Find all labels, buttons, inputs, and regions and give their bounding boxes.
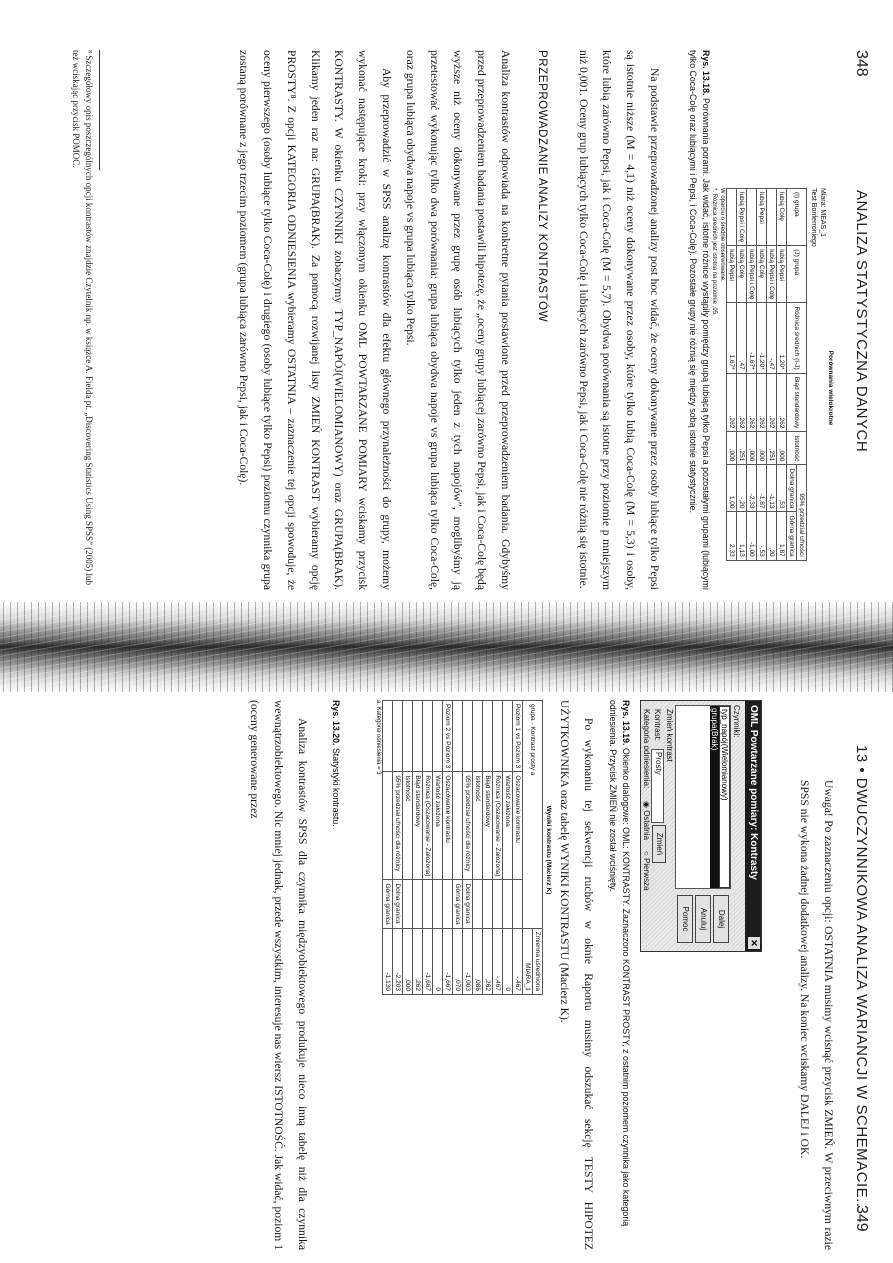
- table-cell: lubią Pepsi i Colę: [767, 246, 777, 303]
- table-cell: [483, 880, 493, 928]
- table-cell: [383, 701, 393, 772]
- table-row: [413, 701, 423, 995]
- table-cell: -,467: [493, 928, 503, 994]
- right-body-2: [243, 700, 314, 1250]
- table-cell: 2,33: [727, 512, 737, 560]
- table-cell: [453, 701, 463, 772]
- table-cell: [423, 701, 433, 772]
- table-cell: [433, 880, 443, 928]
- table-row: [503, 701, 513, 995]
- table-cell: [413, 701, 423, 772]
- table-cell: -,467: [513, 928, 523, 994]
- table-cell: -1,67*: [747, 303, 757, 373]
- table-cell: Oszacowanie kontrastu: [443, 772, 453, 880]
- left-body: [231, 50, 666, 590]
- table-cell: lubią Pepsi i Colę: [747, 246, 757, 303]
- table-cell: [483, 701, 493, 772]
- table-cell: [767, 189, 777, 246]
- table-cell: ,070: [453, 928, 463, 994]
- table-cell: [433, 701, 443, 772]
- table-cell: lubią Pepsi: [727, 246, 737, 303]
- left-page-number: 348: [853, 50, 870, 77]
- radio-last[interactable]: ◉ Ostatnia: [642, 801, 651, 840]
- table-1320: [374, 700, 552, 1000]
- factor-item[interactable]: typ_napój(Wielomianowy): [719, 706, 730, 888]
- table-1320-grid: [382, 700, 543, 995]
- table-1318-note-2: *. Różnica średnich jest istotna na poziomie ,05.: [711, 188, 717, 316]
- table-cell: [443, 880, 453, 928]
- table-cell: [383, 772, 393, 880]
- paragraph: Na podstawie przeprowadzonej analizy post hoc widać, że oceny dokonywane przez osoby lubiące tylko Pepsi są istotnie niższe (M = 4,1) niż oceny dokonywane przez osoby, które tylko lubią Coca-Colę (M = 5,3) i osoby, które lubią zarówno Pepsi, jak i Coca-Colę (M = 5,7). Obydwa porównania są istotne przy poziomie p mniejszym niż 0,001. Oceny grup lubiących tylko Coca-Colę i lubiących zarówno Pepsi, jak i Coca-Colę nie różnią się istotnie.: [576, 50, 661, 590]
- table-row: [737, 189, 747, 561]
- table-cell: [393, 701, 403, 772]
- paragraph: Aby przeprowadzić w SPSS analizę kontrastów dla efektu głównego przynależności do grupy, możemy wykonać następujące kroki: przy włączonym okienku OML POWTARZANE POMIARY wciskamy przycisk KONTRASTY. W okienku CZYNNIKI zobaczymy TYP_NAPÓJ(WIELOMIANOWY) oraz GRUPA(BRAK). Klikamy jeden raz na: GRUPA(BRAK). Za pomocą rozwijanej listy ZMIEŃ KONTRAST wybieramy opcję PROSTY⁸. Z opcji KATEGORIA ODNIESIENIA wybieramy OSTATNIA – zaznaczenie tej opcji spowoduje, że oceny pierwszego (osoby lubiące tylko Coca-Colę) i drugiego (osoby lubiące tylko Pepsi) poziomu czynnika grupa zostaną porównane z jego trzecim poziomem (grupa lubiąca zarówno Pepsi, jak i Coca-Colę).: [237, 50, 394, 590]
- table-cell: ,251: [737, 432, 747, 465]
- radio-last-label: Ostatnia: [642, 810, 651, 840]
- contrast-label: Kontrast:: [653, 709, 662, 742]
- table-header-cell: (J) grupa: [787, 246, 807, 303]
- table-cell: ,000: [747, 432, 757, 465]
- footnote-block: [69, 50, 100, 590]
- table-header-cell: (I) grupa: [787, 189, 807, 246]
- dialog-titlebar: [745, 701, 761, 951]
- table-cell: [503, 880, 513, 928]
- table-cell: ,000: [777, 432, 787, 465]
- table-cell: ,262: [777, 373, 787, 432]
- table-row: [767, 189, 777, 561]
- caption-1319-text: Okienko dialogowe: OML: KONTRASTY. Zaznaczono KONTRAST PROSTY, z ostatnim poziomem czynnika jako kategorią odniesienia. Przycisk ZMIEŃ nie został wciśnięty.: [608, 700, 631, 1227]
- table-header-cell: Istotność: [787, 432, 807, 465]
- table-cell: Dolna granica: [463, 880, 473, 928]
- table-cell: lubią Colę: [757, 246, 767, 303]
- table-cell: Istotność: [403, 772, 413, 880]
- section-heading: PRZEPROWADZANIE ANALIZY KONTRASTÓW: [535, 50, 548, 323]
- table-cell: ,000: [727, 432, 737, 465]
- caption-1318-label: Rys. 13.18.: [701, 50, 711, 96]
- table-header-cell: Błąd standardowy: [787, 373, 807, 432]
- table-cell: Górna granica: [453, 880, 463, 928]
- table-cell: [493, 701, 503, 772]
- table-cell: -,47: [767, 303, 777, 373]
- table-cell: [403, 701, 413, 772]
- dialog-title: OML Powtarzane pomiary: Kontrasty: [748, 705, 759, 880]
- table-cell: [453, 772, 463, 880]
- table-cell: lubią Pepsi i Colę: [737, 189, 747, 246]
- table-cell: Poziom 2 vs Poziom 3: [443, 701, 453, 772]
- table-cell: Błąd standardowy: [483, 772, 493, 880]
- table-cell: [493, 880, 503, 928]
- table-cell: ,000: [403, 928, 413, 994]
- caption-1318: [686, 50, 712, 590]
- table-cell: Różnica (Oszacowanie - Założona): [493, 772, 503, 880]
- table-row: [453, 701, 463, 995]
- table-row: [483, 701, 493, 995]
- table-cell: 1,13: [737, 512, 747, 560]
- caption-1320: [329, 700, 342, 1250]
- table-1318-test: Test Bonferroniego: [810, 188, 817, 247]
- table-cell: 1,67*: [727, 303, 737, 373]
- table-cell: -,53: [757, 512, 767, 560]
- radio-first-label: Pierwsza: [642, 858, 651, 891]
- table-cell: ,262: [727, 373, 737, 432]
- table-header-cell: MIARA_1: [523, 928, 533, 994]
- table-cell: ,262: [757, 373, 767, 432]
- help-button[interactable]: Pomoc: [677, 895, 693, 943]
- contrast-select[interactable]: Prosty: [651, 749, 664, 823]
- right-page: [10, 700, 870, 1250]
- table-cell: [413, 880, 423, 928]
- table-cell: [473, 701, 483, 772]
- table-1318-grid: [726, 188, 807, 561]
- table-cell: Oszacowanie kontrastu: [513, 772, 523, 880]
- close-icon[interactable]: ✕: [748, 937, 760, 949]
- table-cell: 0: [433, 928, 443, 994]
- table-cell: -1,13: [767, 465, 777, 512]
- table-cell: Poziom 1 vs Poziom 3: [513, 701, 523, 772]
- table-cell: lubią Colę: [777, 189, 787, 246]
- radio-first[interactable]: ○ Pierwsza: [642, 851, 651, 891]
- table-cell: ,262: [737, 373, 747, 432]
- table-cell: -1,87: [757, 465, 767, 512]
- table-row: [463, 701, 473, 995]
- contrasts-dialog: [640, 700, 762, 952]
- binding-gutter-texture: [0, 602, 893, 692]
- table-cell: ,000: [757, 432, 767, 465]
- right-body-1: [552, 700, 600, 1250]
- table-row: [433, 701, 443, 995]
- reference-category-label: Kategoria odniesienia:: [642, 709, 651, 789]
- table-1318-measure: Miara: MEAS_1: [819, 188, 826, 238]
- table-cell: ,251: [767, 432, 777, 465]
- table-cell: 1,87: [777, 512, 787, 560]
- table-cell: ,47: [737, 303, 747, 373]
- table-row: [777, 189, 787, 561]
- paragraph: Analiza kontrastów odpowiada na konkretne pytania postawione przed przeprowadzeniem badania. Gdybyśmy przed przeprowadzeniem badania postawili hipotezę, że „oceny grupy lubiącej zarówno Pepsi, jak i Coca-Colę będą wyższe niż oceny dokonywane przez grupę osób lubiących tylko jeden z tych napojów”, moglibyśmy ją przetestować wykonując tylko dwa porównania: grupa lubiąca obydwa napoje vs grupa lubiąca tylko Coca-Colę, oraz grupa lubiąca obydwa napoje vs grupa lubiąca tylko Pepsi.: [403, 50, 513, 590]
- table-cell: [423, 880, 433, 928]
- table-cell: -2,33: [747, 465, 757, 512]
- table-1320-note: a. Kategoria odniesienia = 3: [375, 700, 381, 775]
- factors-label: Czynniki:: [732, 705, 741, 738]
- caption-1320-text: Statystyki kontrastu.: [331, 747, 341, 827]
- table-cell: 1,00: [727, 465, 737, 512]
- table-cell: [463, 701, 473, 772]
- table-cell: -2,203: [393, 928, 403, 994]
- table-cell: ,262: [767, 373, 777, 432]
- table-row: [747, 189, 757, 561]
- table-row: [757, 189, 767, 561]
- table-cell: 0: [503, 928, 513, 994]
- table-cell: [747, 189, 757, 246]
- table-header-cell: grupa - Kontrast prosty a: [523, 701, 543, 929]
- table-header-cell: Zmienna uśredniona: [533, 928, 543, 994]
- table-header-cell: 95% przedział ufności: [797, 465, 807, 560]
- table-cell: -1,20*: [757, 303, 767, 373]
- table-cell: [403, 880, 413, 928]
- table-cell: lubią Pepsi: [757, 189, 767, 246]
- table-cell: -1,003: [463, 928, 473, 994]
- factor-item-selected[interactable]: grupa(Brak): [710, 706, 719, 888]
- table-row: [473, 701, 483, 995]
- table-cell: [473, 880, 483, 928]
- table-cell: Dolna granica: [393, 880, 403, 928]
- table-1318-title: Porównania wielokrotne: [827, 350, 834, 426]
- table-cell: [513, 880, 523, 928]
- table-cell: -1,00: [747, 512, 757, 560]
- table-1318: [710, 188, 834, 588]
- table-row: [383, 701, 393, 995]
- table-header-cell: Różnica średnich (I-J): [787, 303, 807, 373]
- table-cell: Istotność: [473, 772, 483, 880]
- table-row: [513, 701, 523, 995]
- paragraph: Po wykonaniu tej sekwencji ruchów w oknie Raportu musimy odszukać sekcję TESTY HIPOTEZ UŻYTKOWNIKA oraz tabelę WYNIKI KONTRASTU (Macierz K).: [558, 700, 595, 1250]
- caption-1319: [606, 700, 632, 1250]
- factors-list[interactable]: [675, 705, 731, 889]
- table-cell: -,20: [737, 465, 747, 512]
- right-running-head: 13 • DWUCZYNNIKOWA ANALIZA WARIANCJI W SCHEMACIE...: [853, 745, 870, 1213]
- table-cell: 95% przedział ufności dla różnicy: [393, 772, 403, 880]
- change-button[interactable]: Zmień: [652, 825, 666, 863]
- left-page: [10, 20, 870, 600]
- table-header-cell: Dolna granica: [787, 465, 797, 512]
- right-page-number: 349: [853, 1205, 870, 1232]
- table-cell: [727, 189, 737, 246]
- table-cell: ,53: [777, 465, 787, 512]
- table-cell: Wartość założona: [433, 772, 443, 880]
- table-cell: ,20: [767, 512, 777, 560]
- table-cell: -1,667: [443, 928, 453, 994]
- table-cell: ,086: [473, 928, 483, 994]
- table-cell: Górna granica: [383, 880, 393, 928]
- caption-1319-label: Rys. 13.19.: [621, 700, 631, 746]
- cancel-button[interactable]: Anuluj: [695, 895, 711, 943]
- table-row: [443, 701, 453, 995]
- table-cell: Różnica (Oszacowanie - Założona): [423, 772, 433, 880]
- table-cell: [503, 701, 513, 772]
- caption-1320-label: Rys. 13.20.: [331, 700, 341, 746]
- table-cell: 95% przedział ufności dla różnicy: [463, 772, 473, 880]
- table-cell: ,262: [413, 928, 423, 994]
- table-cell: lubią Colę: [737, 246, 747, 303]
- continue-button[interactable]: Dalej: [713, 895, 729, 943]
- uwaga: Uwaga! Po zaznaczeniu opcji: OSTATNIA musimy wcisnąć przycisk ZMIEŃ. W przeciwnym razie SPSS nie wykona żadnej dodatkowej analizy. Na koniec wciskamy DALEJ i OK.: [798, 780, 835, 1250]
- table-row: [403, 701, 413, 995]
- change-contrast-label: Zmień kontrast: [665, 709, 674, 762]
- table-1318-note-1: W oparciu o średnie obserwowane.: [719, 188, 725, 282]
- table-row: [393, 701, 403, 995]
- table-cell: lubią Pepsi: [777, 246, 787, 303]
- table-cell: -1,130: [383, 928, 393, 994]
- table-row: [423, 701, 433, 995]
- uwaga-paragraph: [792, 780, 840, 1250]
- table-row: [727, 189, 737, 561]
- paragraph: Analiza kontrastów SPSS dla czynnika międzyobiektowego produkuje nieco inną tabelę niż dla czynnika wewnątrzobiektowego. Nic mniej jednak, przede wszystkim, interesuje nas wiersz ISTOTNOŚĆ. Jak widać, poziom 1 (oceny generowane przez: [248, 700, 309, 1250]
- footnote: ⁸ Szczegółowy opis poszczególnych opcji kontrastów znajdzie Czytelnik np. w książce A. Fielda pt. „Discovering Statistics Using SPSS” (2005) lub też wciskając przycisk POMOC.: [71, 50, 94, 586]
- table-cell: Błąd standardowy: [413, 772, 423, 880]
- caption-1318-text: Porównania porami. Jak widać, istotne różnice wystąpiły pomiędzy grupą lubiącą tylko Pepsi a pozostałymi grupami (lubiącymi tylko Coca-Colę oraz lubiącymi i Pepsi, i Coca-Colę). Pozostałe grupy nie różnią się między sobą istotnie statystycznie.: [688, 50, 711, 590]
- left-running-head: ANALIZA STATYSTYCZNA DANYCH: [853, 190, 870, 453]
- table-row: [493, 701, 503, 995]
- table-cell: Wartość założona: [503, 772, 513, 880]
- table-header-cell: Górna granica: [787, 512, 797, 560]
- table-cell: 1,20*: [777, 303, 787, 373]
- footnote-rule: [99, 50, 100, 170]
- table-cell: ,262: [747, 373, 757, 432]
- table-1320-title: Wyniki kontrastu (Macierz K): [545, 805, 552, 895]
- table-cell: ,262: [483, 928, 493, 994]
- table-cell: -1,667: [423, 928, 433, 994]
